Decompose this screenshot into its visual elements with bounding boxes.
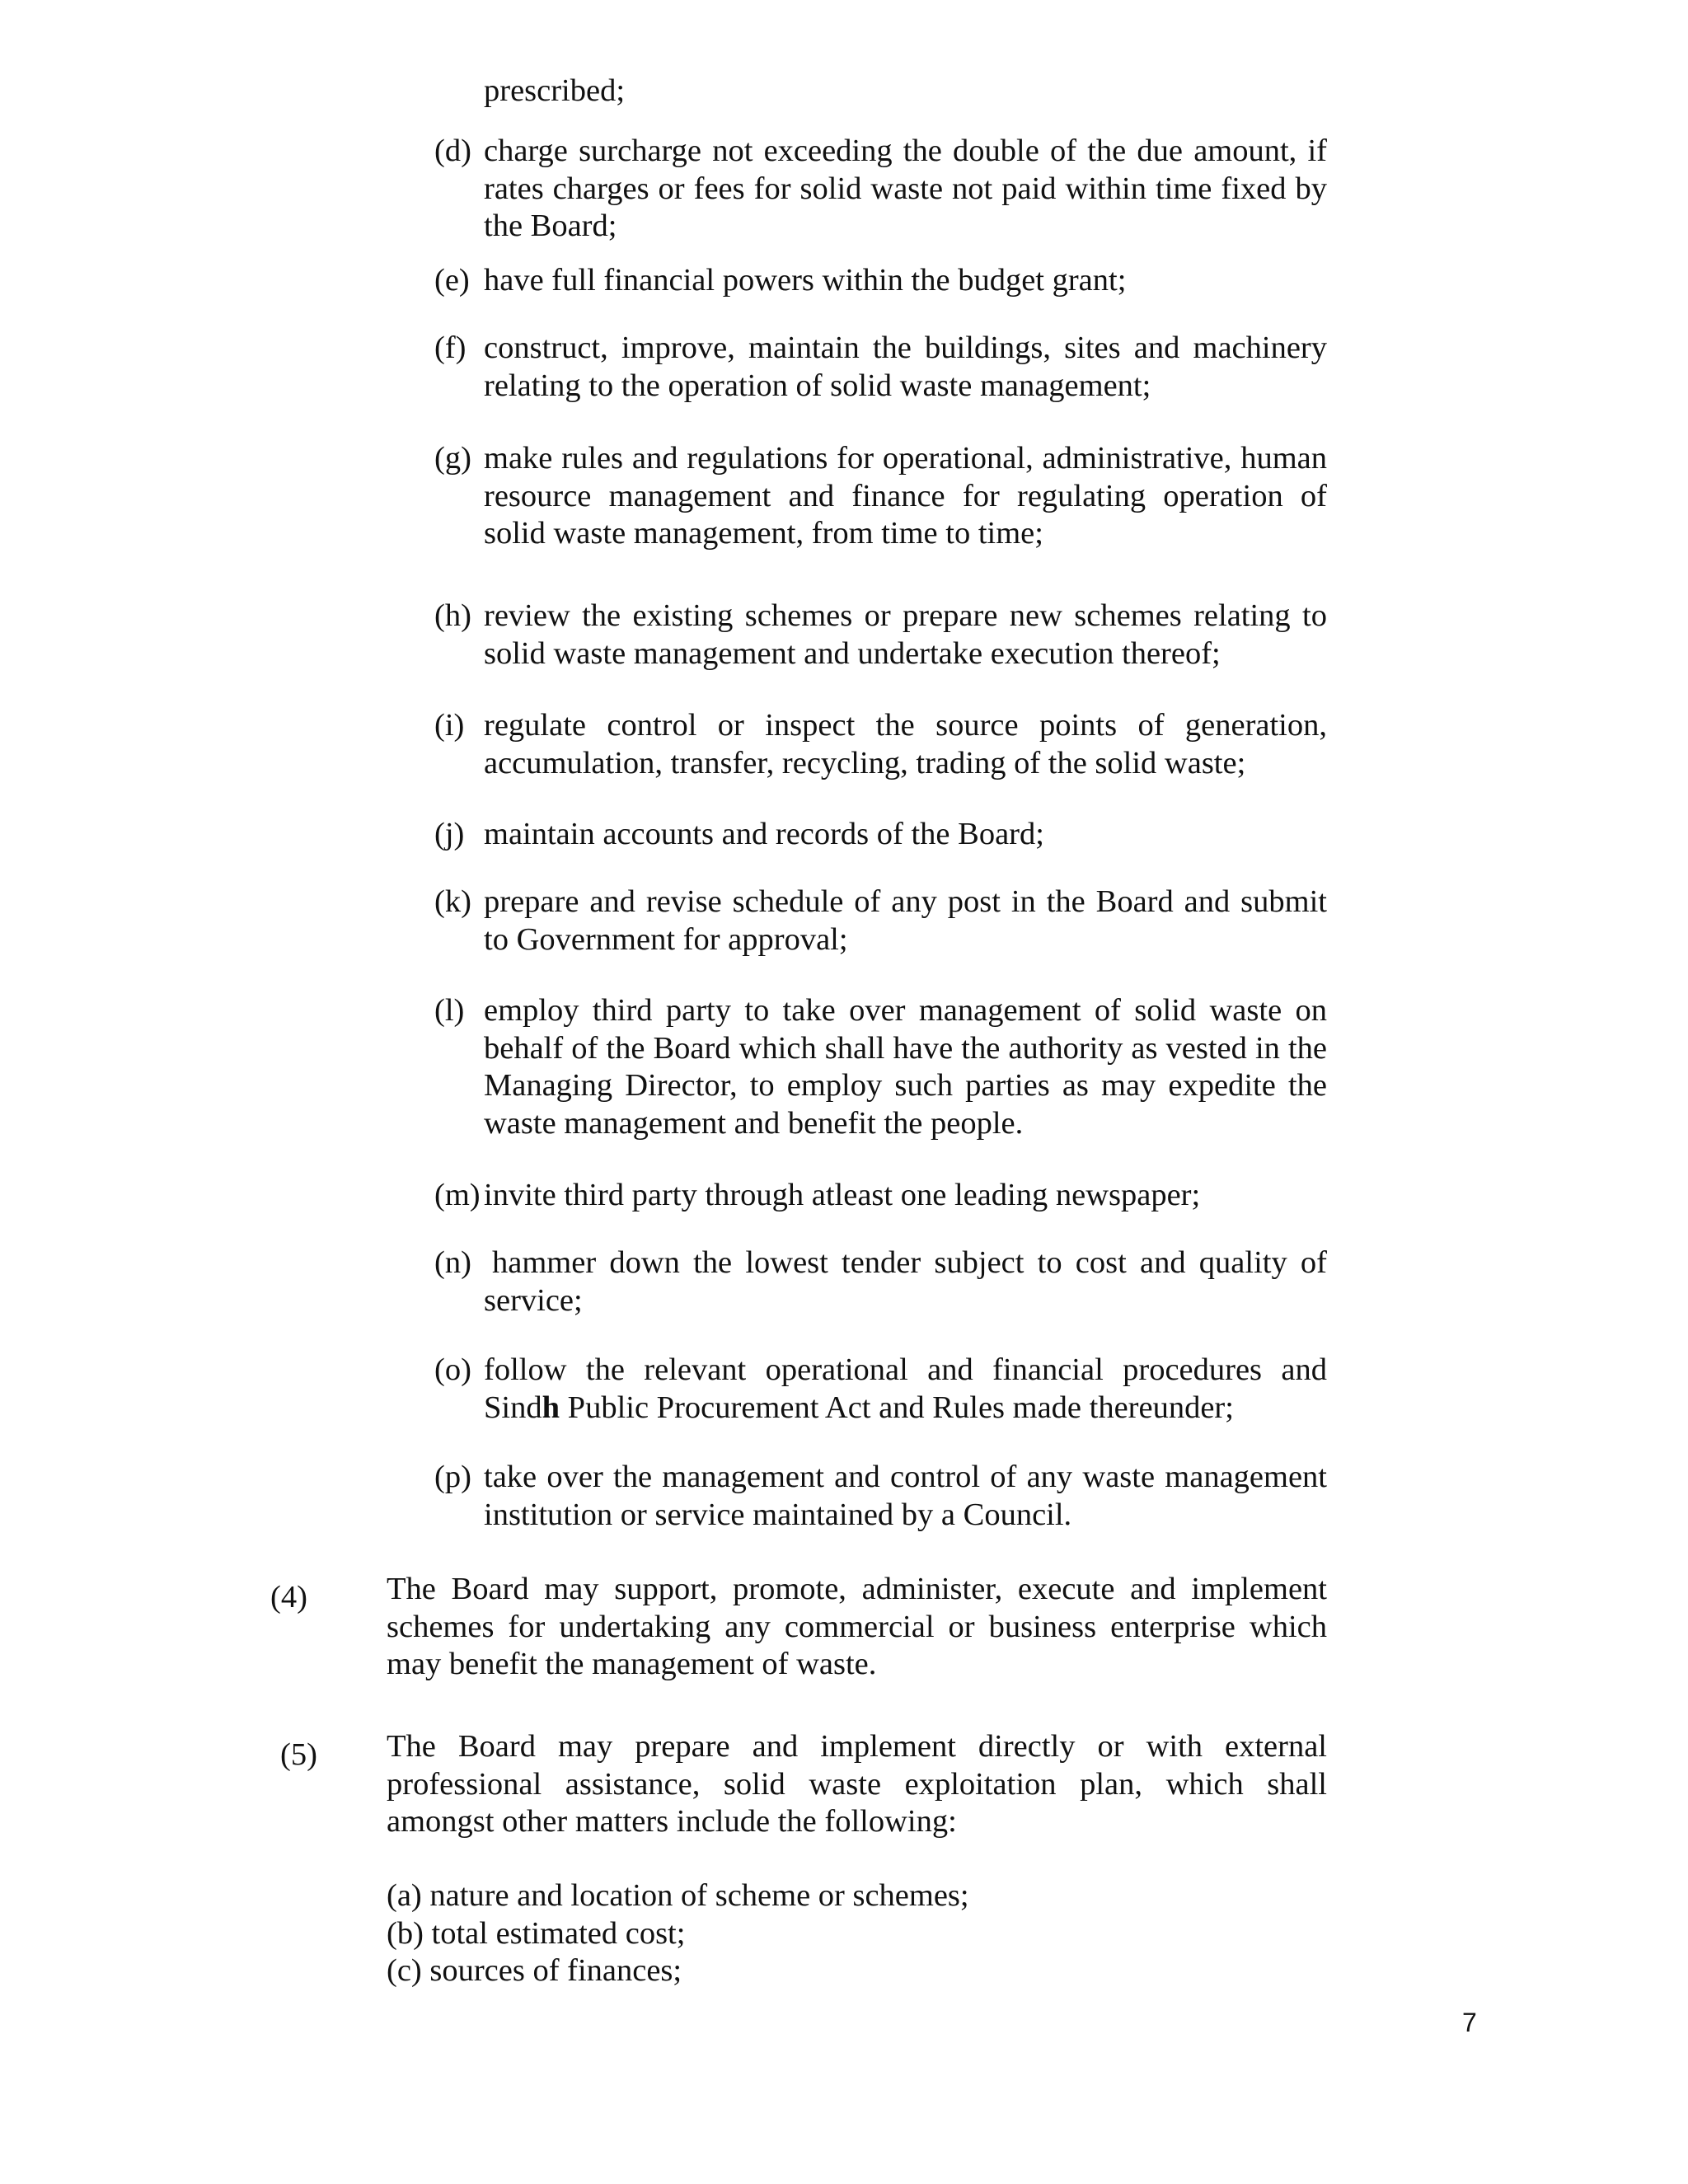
clause-text: maintain accounts and records of the Board;: [484, 817, 1044, 851]
clause-g: [434, 440, 1327, 553]
clause-label: (j): [434, 817, 465, 851]
clause-label: (n): [434, 1245, 471, 1280]
clause-text-part: follow the relevant operational and financial procedures and Sind: [484, 1352, 1327, 1425]
clause-text: prepare and revise schedule of any post in the Board and submit to Government for approval;: [484, 884, 1327, 957]
clause-label: (g): [434, 441, 471, 476]
clause-label: (m): [434, 1178, 481, 1212]
subsection-number: (4): [270, 1580, 307, 1615]
clause-text-part: Public Procurement Act and Rules made thereunder;: [560, 1390, 1234, 1425]
clause-label: (p): [434, 1460, 471, 1494]
clause-h: [434, 598, 1327, 673]
clause-o: [434, 1352, 1327, 1427]
clause-j: [434, 816, 1327, 854]
clause-text: take over the management and control of any waste management institution or service maintained by a Council.: [484, 1460, 1327, 1532]
clause-text: review the existing schemes or prepare new schemes relating to solid waste management and undertake execution thereof;: [484, 598, 1327, 671]
subsection-number: (5): [280, 1737, 317, 1772]
clause-label: (k): [434, 884, 471, 919]
clause-text: have full financial powers within the budget grant;: [484, 263, 1127, 298]
clause-text: construct, improve, maintain the buildings, sites and machinery relating to the operation of solid waste management;: [484, 330, 1327, 403]
clause-text: make rules and regulations for operational, administrative, human resource management and finance for regulating operation of solid waste management, from time to time;: [484, 441, 1327, 551]
clause-text: hammer down the lowest tender subject to cost and quality of service;: [484, 1245, 1327, 1318]
clause-text: charge surcharge not exceeding the double of the due amount, if rates charges or fees for solid waste not paid within time fixed by the Board;: [484, 134, 1327, 243]
clause-text: regulate control or inspect the source points of generation, accumulation, transfer, recycling, trading of the solid waste;: [484, 708, 1327, 780]
plan-items-list: [387, 1877, 1327, 1990]
clause-k: [434, 883, 1327, 958]
clause-m: [434, 1177, 1327, 1215]
clause-label: (d): [434, 134, 471, 168]
continuation-text: prescribed;: [484, 73, 626, 108]
clause-label: (e): [434, 263, 470, 298]
clause-label: (f): [434, 330, 467, 365]
clause-l: [434, 992, 1327, 1142]
page-number: 7: [1462, 2008, 1477, 2037]
clause-f: [434, 330, 1327, 405]
clause-label: (l): [434, 993, 465, 1028]
list-item: (c) sources of finances;: [387, 1953, 682, 1988]
clause-text-bold-part: h: [542, 1390, 560, 1425]
clause-e: [434, 262, 1327, 300]
subsection-text: The Board may support, promote, administer, execute and implement schemes for undertaking any commercial or business enterprise which may benefit the management of waste.: [387, 1572, 1327, 1681]
list-item: (a) nature and location of scheme or schemes;: [387, 1878, 969, 1913]
clause-text: [484, 1352, 1327, 1427]
clause-text: invite third party through atleast one leading newspaper;: [484, 1178, 1201, 1212]
clause-d: [434, 133, 1327, 246]
clause-p: [434, 1459, 1327, 1534]
clause-label: (i): [434, 708, 465, 743]
clause-label: (o): [434, 1352, 471, 1387]
clause-i: [434, 707, 1327, 782]
clause-label: (h): [434, 598, 471, 633]
subsection-text: The Board may prepare and implement directly or with external professional assistance, solid waste exploitation plan, which shall amongst other matters include the following:: [387, 1729, 1327, 1839]
clause-n: [434, 1244, 1327, 1319]
list-item: (b) total estimated cost;: [387, 1915, 686, 1951]
clause-text: employ third party to take over management of solid waste on behalf of the Board which shall have the authority as vested in the Managing Director, to employ such parties as may expedite the waste management and benefit the people.: [484, 993, 1327, 1141]
